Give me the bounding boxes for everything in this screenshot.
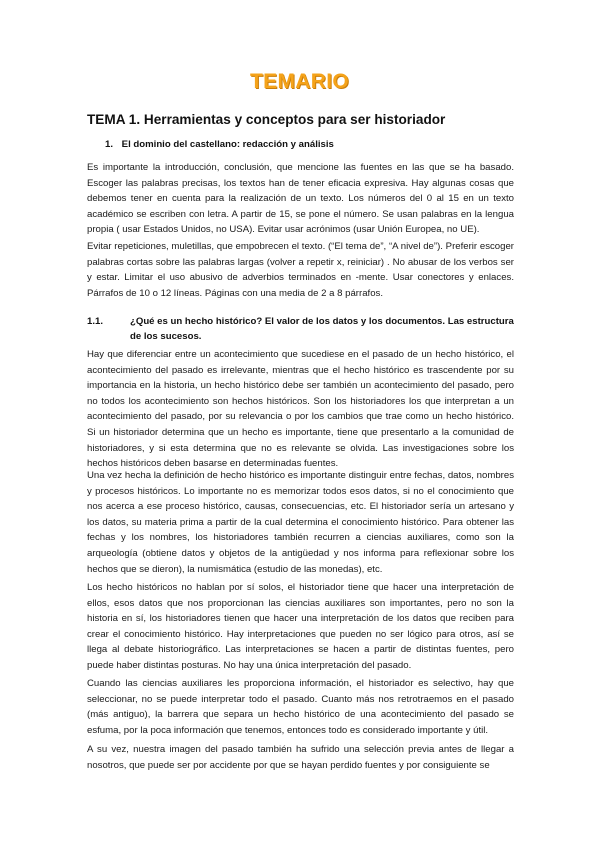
paragraph: Cuando las ciencias auxiliares les proporciona información, el historiador es selectivo, hay que seleccionar, no se puede interpretar todo el pasado. Cuanto más nos retrotraemos en el pasado (más antiguo), la barrera que separa un hecho histórico de una acontecimiento del pasado se esfuma, por la poca información que tenemos, entonces todo es considerado importante y útil. [87, 678, 514, 736]
paragraph: Los hecho históricos no hablan por sí solos, el historiador tiene que hacer una interpretación de ellos, esos datos que nos proporcionan las ciencias auxiliares son importantes, pero no son la historia en sí, los historiadores tienen que hacer una interpretación de los datos que reciben para crear el conocimiento histórico. Hay interpretaciones que pueden no ser lógico para otros, así se llega al debate historiográfico. Las interpretaciones se hacen a partir de distintas fuentes, pero puede haber distintas posturas. No hay una única interpretación del pasado. [87, 582, 514, 671]
paragraph: Evitar repeticiones, muletillas, que empobrecen el texto. (“El tema de”, “A nivel de”). Preferir escoger palabras cortas sobre las palabras largas (volver a repetir x, reiniciar) . No abusar de los verbos ser y estar. Limitar el uso abusivo de adverbios terminados en -mente. Usar conectores y enlaces. Párrafos de 10 o 12 líneas. Páginas con una media de 2 a 8 párrafos. [87, 241, 514, 299]
subsection-title: ¿Qué es un hecho histórico? El valor de los datos y los documentos. Las estructura de los sucesos. [130, 316, 514, 342]
subsection-heading [87, 314, 514, 344]
section-title: El dominio del castellano: redacción y análisis [121, 139, 334, 150]
paragraph: Hay que diferenciar entre un acontecimiento que sucediese en el pasado de un hecho histórico, el acontecimiento del pasado es irrelevante, mientras que el hecho histórico es trascendente por su importancia en la historia, un hecho histórico debe ser también un acontecimiento del pasado, pero no todos los acontecimiento son hechos históricos. Son los historiadores los que interpretan a un acontecimiento del pasado, por su relevancia o por los cambios que trae como un hecho histórico. Si un historiador determina que un hecho es importante, tiene que presentarlo a la comunidad de historiadores, y si esta determina que no es relevante se olvida. Las investigaciones sobre los hechos históricos deben basarse en determinadas fuentes. [87, 349, 514, 470]
paragraph: Una vez hecha la definición de hecho histórico es importante distinguir entre fechas, datos, nombres y procesos históricos. Lo importante no es memorizar todos esos datos, si no el conocimiento que nos acerca a ese proceso histórico, causas, consecuencias, etc. El historiador sería un artesano y los datos, su materia prima a partir de la cual determina el conocimiento histórico. Para obtener las fechas y los nombres, los historiadores también recurren a ciencias auxiliares, como son la arqueología (obtiene datos y objetos de la antigüedad y nos informa para reflexionar sobre los hechos que se dieron), la numismática (estudio de las monedas), etc. [87, 470, 514, 575]
subsection-number: 1.1. [87, 316, 104, 327]
paragraph: A su vez, nuestra imagen del pasado también ha sufrido una selección previa antes de llegar a nosotros, que puede ser por accidente por que se hayan perdido fuentes y por consiguiente se [87, 744, 514, 771]
section-heading [105, 139, 334, 150]
chapter-heading: TEMA 1. Herramientas y conceptos para ser historiador [87, 112, 446, 127]
document-title: TEMARIO [250, 70, 349, 93]
section-number: 1. [105, 139, 114, 150]
paragraph: Es importante la introducción, conclusión, que mencione las fuentes en las que se ha basado. Escoger las palabras precisas, los textos han de tener eficacia expresiva. Hay algunas cosas que debemos tener en cuenta para la realización de un texto. Los números del 0 al 15 en un texto académico se escriben con letra. A partir de 15, se pone el número. Se usan palabras en la lengua propia ( usar Estados Unidos, no USA). Evitar usar acrónimos (usar Unión Europea, no UE). [87, 162, 514, 236]
